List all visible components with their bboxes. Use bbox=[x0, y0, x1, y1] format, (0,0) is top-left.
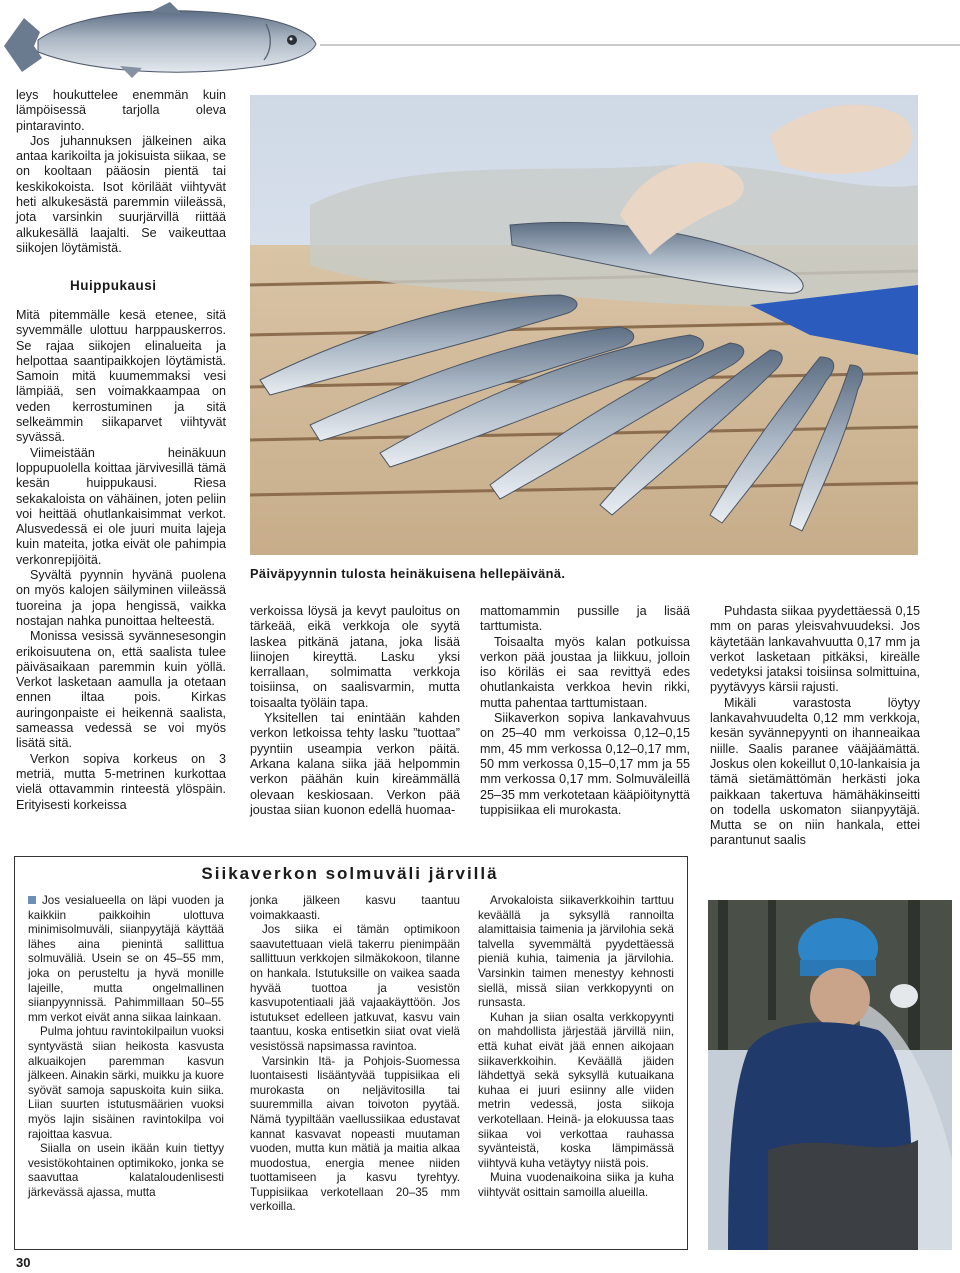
paragraph: Siikaverkon sopiva lankavahvuus on 25–40 mm verkoissa 0,12–0,15 mm, 45 mm verkossa 0,12–0,17 mm, 50 mm verkossa 0,15–0,17 mm ja 55 mm verkossa 0,17 mm. Solmuväleillä 25–35 mm verkotetaan kääpiöitynyttä tuppisiikaa eli murokasta. bbox=[480, 711, 690, 817]
box-column-1 bbox=[28, 894, 224, 1200]
section-heading: Huippukausi bbox=[70, 278, 157, 293]
paragraph: jonka jälkeen kasvu taantuu voimakkaasti. bbox=[250, 894, 460, 922]
paragraph: mattomammin pussille ja lisää tarttumista. bbox=[480, 604, 690, 634]
paragraph: Yksitellen tai enintään kahden verkon letkoissa tehty lasku ”tuottaa” pyyntiin useampia verkon päitä. Arkana kalana siika jää helpommin verkon päähän kuin kireämmällä olevaan keskiosaan. Verkon pää joustaa siian kuonon edellä huomaa- bbox=[250, 711, 460, 817]
page-number: 30 bbox=[16, 1255, 31, 1270]
paragraph: Varsinkin Itä- ja Pohjois-Suomessa luontaisesti lisääntyvää tuppisiikaa eli murokasta on neljävitosilla tai suuremmilla aivan toivoton pyytää. Nämä tyypiltään vaellussiikaa edustavat kannat kasvavat nopeasti muutaman vuoden, mutta kun mätiä ja maitia alkaa muodostua, energia menee niiden tuottamiseen ja kasvu tyrehtyy. Tuppisiikaa verkotellaan 20–35 mm verkoilla. bbox=[250, 1054, 460, 1214]
paragraph: Monissa vesissä syvännesesongin erikoisuutena on, että saalista tulee päiväsaikaan paremmin kuin yöllä. Verkot lasketaan aamulla ja otetaan ennen iltaa pois. Kirkas auringonpaiste ei heikennä saalista, sameassa vedessä se voi myös lisätä sitä. bbox=[16, 629, 226, 751]
paragraph: Verkon sopiva korkeus on 3 metriä, mutta 5-metrinen kurkottaa vielä ottavammin rinteestä ylöspäin. Erityisesti korkeissa bbox=[16, 751, 226, 812]
paragraph: Arvokaloista siikaverkkoihin tarttuu keväällä ja syksyllä rannoilta alamittaisia taimenia ja järvilohia sekä talvella syvemmältä pyydettäessä pieniä kuhia, taimenia ja järvilohia. Varsinkin taimen menestyy kehnosti siellä, missä siian verkkopyynti on runsasta. bbox=[478, 894, 674, 1010]
paragraph: Jos vesialueella on läpi vuoden ja kaikkiin paikkoihin ulottuva minimisolmuväli, siianpyytäjä käyttää lähes aina pienintä sallittua solmuväliä. Usein se on 45–55 mm, joka on perusteltu ja hyvä monille lajeille, mutta ongelmallinen siianpyynnissä. Pahimmillaan 50–55 mm verkot eivät anna siikaa lainkaan. bbox=[28, 894, 224, 1024]
paragraph: Siialla on usein ikään kuin tiettyy vesistökohtainen optimikoko, jonka se saavuttaa kalataloudenlisesti järkevässä ajassa, mutta bbox=[28, 1142, 224, 1199]
paragraph: Syvältä pyynnin hyvänä puolena on myös kalojen säilyminen viileässä tuoreina ja jopa hengissä, vaikka nostajan nahka punoittaa helteestä. bbox=[16, 568, 226, 628]
paragraph: Pulma johtuu ravintokilpailun vuoksi syntyvästä siian heikosta kasvusta alkuaikojen paremman kasvun jälkeen. Ainakin särki, muikku ja kuore syövät samoja sapuskoita kuin siika. Liian suurten istutusmäärien vuoksi myös lajin sisäinen ravintokilpa voi rajoittaa kasvua. bbox=[28, 1025, 224, 1141]
paragraph: Mitä pitemmälle kesä etenee, sitä syvemmälle ulottuu harppauskerros. Se rajaa siikojen elinalueita ja helpottaa saantipaikkojen löytämistä. Samoin mitä kuumemmaksi vesi lämpiää, sen voimakkaampaa on veden kerrostuminen ja sitä selkeämmin siikaparvet viihtyvät syvässä. bbox=[16, 308, 226, 445]
photo-fisherman bbox=[708, 900, 952, 1250]
paragraph: verkoissa löysä ja kevyt pauloitus on tärkeää, eikä verkkoja ole syytä laskea pitkänä jatana, joka lisää liinojen kireyttä. Lasku yksi kerrallaan, solmimatta verkkoja toisiinsa, on saalisvarmin, mutta toisaalta työläin tapa. bbox=[250, 604, 460, 710]
photo-caption: Päiväpyynnin tulosta heinäkuisena hellepäivänä. bbox=[250, 566, 566, 581]
paragraph: Jos siika ei tämän optimikoon saavutettuaan vielä takerru pienimpään sallittuun verkkojen silmäkokoon, tilanne on hankala. Istutuksille on vaikea saada hyvää tuottoa ja vesistön kasvupotentiaali jää vajaakäyttöön. Jos istutukset edelleen jatkuvat, kasvu vain taantuu, koska entisetkin siiat ovat vielä vesistössä napsimassa ravintoa. bbox=[250, 923, 460, 1053]
paragraph: Muina vuodenaikoina siika ja kuha viihtyvät osittain samoilla alueilla. bbox=[478, 1171, 674, 1199]
box-column-3 bbox=[478, 894, 674, 1200]
bullet-square-icon bbox=[28, 896, 36, 904]
photo-fish-catch bbox=[250, 95, 918, 555]
header-rule bbox=[320, 44, 960, 46]
left-column-top bbox=[16, 88, 226, 256]
whitefish-illustration bbox=[0, 0, 320, 84]
paragraph: Viimeistään heinäkuun loppupuolella koittaa järvivesillä tämä kesän huippukausi. Riesa sekakaloista on vähäinen, joten peliin voi heittää ohutlankaisimmat verkot. Alusvedessä ei ole juuri muita lajeja kuin mateita, jotka eivät ole pahimpia verkonrepijöitä. bbox=[16, 445, 226, 567]
paragraph: Toisaalta myös kalan potkuissa verkon pää joustaa ja liikkuu, jolloin iso köriläs ei saa revittyä edes ohutlankaista verkkoa hevin rikki, mutta pahentaa tarttumistaan. bbox=[480, 634, 690, 710]
column-3 bbox=[480, 604, 690, 818]
box-title: Siikaverkon solmuväli järvillä bbox=[170, 864, 530, 884]
paragraph: Jos juhannuksen jälkeinen aika antaa karikoilta ja jokisuista siikaa, se on kooltaan pääosin pientä tai keskikokoista. Isot köriläät viihtyvät heti alkukesästä paremmin viileässä, jota varsinkin suurjärvillä riittää alkukesällä laajalti. Se vaikeuttaa siikojen löytämistä. bbox=[16, 133, 226, 255]
paragraph: Kuhan ja siian osalta verkkopyynti on mahdollista järjestää järvillä niin, että kuhat eivät jää ennen aikojaan siikaverkkoihin. Keväällä jäiden lähdettyä sekä syksyllä kutuaikana kuhaa ei juuri esiinny alle viiden metrin vedessä, josta siikoja verkotellaan. Heinä- ja elokuussa taas siikaa voi verkottaa rauhassa syvänteistä, koska lämpimässä viihtyvä kuha vetäytyy niistä pois. bbox=[478, 1010, 674, 1170]
box-column-2 bbox=[250, 894, 460, 1215]
paragraph: Mikäli varastosta löytyy lankavahvuudelta 0,12 mm verkkoja, kesän syvännepyynti on ihanneaikaa niille. Saalis paranee vääjäämättä. Joskus olen kokeillut 0,10-lankaisia ja tämä sietämättömän herkästi joka paikkaan takertuva hämähäkinseitti on todella uskomaton siianpyytäjä. Mutta se on niin hankala, ettei parantunut saalis bbox=[710, 695, 921, 848]
left-column-main bbox=[16, 308, 226, 813]
paragraph: Puhdasta siikaa pyydettäessä 0,15 mm on paras yleisvahvuudeksi. Jos käytetään lankavahvuutta 0,17 mm ja verkot lasketaan pitkäksi, kireälle vedetyksi jataksi toisiinsa solmittuina, pyytävyys kärsii rajusti. bbox=[710, 604, 920, 695]
paragraph: leys houkuttelee enemmän kuin lämpöisessä tarjolla oleva pintaravinto. bbox=[16, 88, 226, 133]
column-4 bbox=[710, 604, 920, 849]
column-2 bbox=[250, 604, 460, 818]
